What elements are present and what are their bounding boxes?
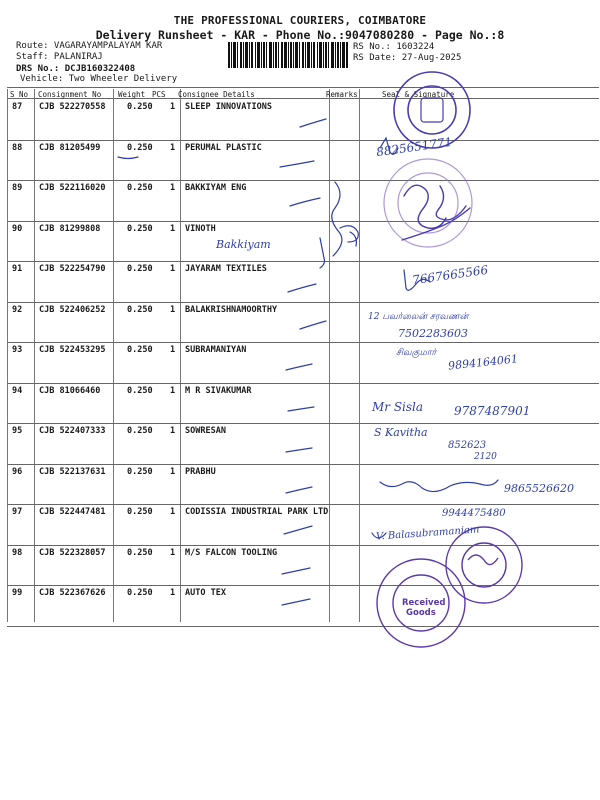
consignment-cell: CJB 522367626 — [39, 588, 106, 598]
col-header-seal: Seal & Signature — [382, 90, 455, 99]
row-divider — [7, 626, 599, 627]
handwritten-name: S Kavitha — [374, 426, 428, 439]
tick-mark — [282, 568, 310, 574]
handwritten-phone: 9865526620 — [504, 482, 574, 495]
consignee-cell: CODISSIA INDUSTRIAL PARK LTD — [185, 507, 329, 517]
handwritten-phone: 9894164061 — [447, 352, 519, 373]
consignment-cell: CJB 522254790 — [39, 264, 106, 274]
handwritten-note: 852623 — [448, 440, 487, 451]
company-name: THE PROFESSIONAL COURIERS, COIMBATORE — [173, 14, 427, 27]
consignee-cell: SLEEP INNOVATIONS — [185, 102, 272, 112]
tick-mark — [290, 198, 320, 206]
pcs-cell: 1 — [170, 304, 176, 315]
weight-cell: 0.250 — [127, 426, 153, 436]
row-divider — [7, 302, 599, 303]
route-label: Route: VAGARAYAMPALAYAM KAR — [16, 41, 163, 51]
consignee-cell: BALAKRISHNAMOORTHY — [185, 304, 278, 315]
sno-cell: 89 — [12, 183, 23, 193]
consignment-cell: CJB 522328057 — [39, 547, 106, 558]
weight-cell: 0.250 — [127, 466, 153, 477]
tick-mark — [280, 161, 314, 167]
sno-cell: 90 — [12, 223, 23, 234]
row-divider — [7, 504, 599, 505]
sno-cell: 95 — [12, 426, 23, 436]
sno-cell: 96 — [12, 466, 23, 477]
pcs-cell: 1 — [170, 547, 176, 558]
barcode-image — [228, 42, 348, 68]
consignee-cell: JAYARAM TEXTILES — [185, 264, 267, 274]
signature-mark — [332, 182, 358, 256]
consignee-cell: VINOTH — [185, 223, 216, 234]
tick-mark — [286, 487, 312, 493]
consignee-cell: M/S FALCON TOOLING — [185, 547, 278, 558]
col-header-consignment: Consignment No — [38, 90, 102, 99]
row-divider — [7, 464, 599, 465]
handwritten-name: Mr Sisla — [372, 400, 424, 414]
sno-cell: 87 — [12, 102, 23, 112]
weight-cell: 0.250 — [127, 588, 153, 598]
signature-mark — [320, 232, 356, 268]
sno-cell: 88 — [12, 142, 23, 153]
handwritten-note: 2120 — [474, 452, 497, 462]
weight-cell: 0.250 — [127, 102, 153, 112]
tick-mark — [288, 284, 316, 292]
pcs-cell: 1 — [170, 466, 176, 477]
sno-cell: 98 — [12, 547, 23, 558]
weight-cell: 0.250 — [127, 547, 153, 558]
staff-label: Staff: PALANIRAJ — [16, 52, 103, 62]
col-border — [7, 89, 8, 622]
handwritten-phone: 7502283603 — [398, 327, 468, 340]
weight-cell: 0.250 — [127, 223, 153, 234]
handwritten-phone: 9787487901 — [454, 404, 531, 418]
tick-mark — [118, 157, 138, 159]
consignment-cell: CJB 81299808 — [39, 223, 101, 234]
col-border — [113, 89, 114, 622]
weight-cell: 0.250 — [127, 142, 153, 153]
weight-cell: 0.250 — [127, 345, 153, 355]
sno-cell: 99 — [12, 588, 23, 598]
handwritten-signature-name: V. Balasubramaniam — [375, 524, 480, 543]
consignment-cell: CJB 522137631 — [39, 466, 106, 477]
row-divider — [7, 221, 599, 222]
handwritten-phone: 7667665566 — [411, 262, 489, 288]
pcs-cell: 1 — [170, 385, 176, 396]
pcs-cell: 1 — [170, 588, 176, 598]
col-header-consignee: Consignee Details — [178, 90, 255, 99]
pcs-cell: 1 — [170, 183, 176, 193]
consignee-cell: SUBRAMANIYAN — [185, 345, 247, 355]
signature-scribble — [402, 185, 470, 240]
sno-cell: 94 — [12, 385, 23, 396]
handwritten-phone: 9944475480 — [442, 508, 506, 519]
faint-seal-stamp — [384, 159, 472, 247]
stamp-label: Received — [402, 598, 446, 608]
consignee-cell: M R SIVAKUMAR — [185, 385, 252, 396]
tick-mark — [300, 119, 326, 127]
consignee-cell: PERUMAL PLASTIC — [185, 142, 262, 153]
consignee-cell: PRABHU — [185, 466, 216, 477]
row-divider — [7, 140, 599, 141]
row-divider — [7, 545, 599, 546]
signature-mark — [380, 480, 498, 492]
col-border — [329, 89, 330, 622]
table-top-border — [7, 87, 599, 88]
sno-cell: 91 — [12, 264, 23, 274]
rs-number: RS No.: 1603224 — [353, 42, 435, 52]
vehicle-label: Vehicle: Two Wheeler Delivery — [20, 74, 178, 84]
weight-cell: 0.250 — [127, 183, 153, 193]
consignment-cell: CJB 522270558 — [39, 102, 106, 112]
weight-cell: 0.250 — [127, 385, 153, 396]
weight-cell: 0.250 — [127, 264, 153, 274]
handwritten-note: 12 பவர்லைன் சரவணன் — [368, 312, 469, 322]
consignment-cell: CJB 81205499 — [39, 142, 101, 153]
handwritten-note: சிவகுமார் — [396, 348, 437, 358]
sno-cell: 97 — [12, 507, 23, 517]
col-header-sno: S No — [10, 90, 29, 99]
consignment-cell: CJB 522116020 — [39, 183, 106, 193]
rs-date: RS Date: 27-Aug-2025 — [353, 53, 462, 63]
pcs-cell: 1 — [170, 142, 176, 153]
tick-mark — [286, 448, 312, 452]
row-divider — [7, 585, 599, 586]
consignment-cell: CJB 522407333 — [39, 426, 106, 436]
stamp-label: Goods — [406, 608, 436, 618]
weight-cell: 0.250 — [127, 304, 153, 315]
col-header-pcs: PCS — [152, 90, 166, 99]
consignment-cell: CJB 522406252 — [39, 304, 106, 315]
pcs-cell: 1 — [170, 507, 176, 517]
row-divider — [7, 261, 599, 262]
consignee-cell: SOWRESAN — [185, 426, 226, 436]
pcs-cell: 1 — [170, 264, 176, 274]
drs-number: DRS No.: DCJB160322408 — [16, 64, 136, 74]
tick-mark — [282, 599, 310, 605]
tick-mark — [284, 526, 312, 534]
row-divider — [7, 423, 599, 424]
row-divider — [7, 383, 599, 384]
consignee-cell: BAKKIYAM ENG — [185, 183, 247, 193]
tick-mark — [300, 321, 326, 329]
handwritten-phone: 8825651771 — [375, 134, 453, 160]
sno-cell: 92 — [12, 304, 23, 315]
handwritten-name: Bakkiyam — [216, 238, 271, 251]
pcs-cell: 1 — [170, 102, 176, 112]
consignment-cell: CJB 81066460 — [39, 385, 101, 396]
runsheet-title: Delivery Runsheet - KAR - Phone No.:9047080280 - Page No.:8 — [95, 28, 505, 42]
col-border — [359, 89, 360, 622]
pcs-cell: 1 — [170, 426, 176, 436]
col-border — [180, 89, 181, 622]
pcs-cell: 1 — [170, 223, 176, 234]
consignee-cell: AUTO TEX — [185, 588, 226, 598]
col-border — [34, 89, 35, 622]
row-divider — [7, 342, 599, 343]
sno-cell: 93 — [12, 345, 23, 355]
col-header-remarks: Remarks — [326, 90, 358, 99]
consignment-cell: CJB 522447481 — [39, 507, 106, 517]
pcs-cell: 1 — [170, 345, 176, 355]
row-divider — [7, 180, 599, 181]
weight-cell: 0.250 — [127, 507, 153, 517]
tick-mark — [286, 364, 312, 370]
consignment-cell: CJB 522453295 — [39, 345, 106, 355]
col-header-weight: Weight — [118, 90, 146, 99]
tick-mark — [288, 407, 314, 411]
